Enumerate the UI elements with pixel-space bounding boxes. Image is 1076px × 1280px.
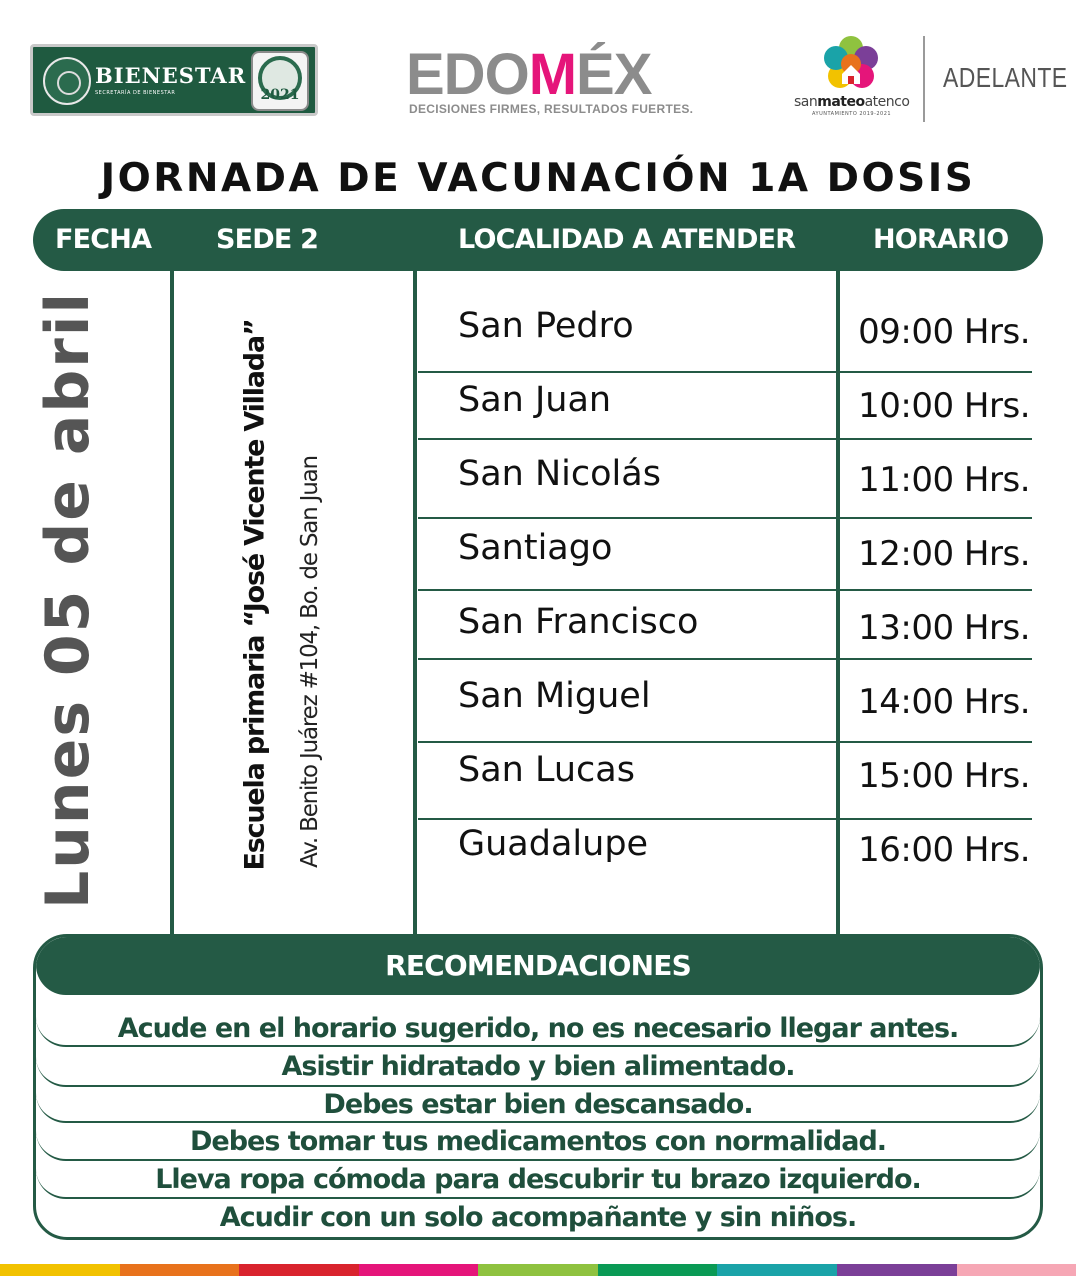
municipality-name-bold: mateo <box>817 94 865 110</box>
row-divider <box>418 818 1032 820</box>
stripe-segment <box>239 1264 359 1276</box>
stripe-segment <box>359 1264 479 1276</box>
recommendation-item: Asistir hidratado y bien alimentado. <box>281 1051 795 1082</box>
stripe-segment <box>0 1264 120 1276</box>
row-divider <box>418 589 1032 591</box>
badge-year: 2021 <box>260 87 300 103</box>
venue-address: Av. Benito Juárez #104, Bo. de San Juan <box>297 456 323 868</box>
bienestar-subtitle: SECRETARÍA DE BIENESTAR <box>95 90 176 96</box>
recommendations-box <box>33 934 1043 1240</box>
recommendation-item: Lleva ropa cómoda para descubrir tu brazo izquierdo. <box>155 1164 921 1195</box>
stripe-segment <box>717 1264 837 1276</box>
row-localidad: San Francisco <box>458 602 699 642</box>
edomex-tagline: DECISIONES FIRMES, RESULTADOS FUERTES. <box>409 102 694 116</box>
recommendations-title: RECOMENDACIONES <box>36 937 1040 995</box>
municipality-name-post: atenco <box>864 94 910 110</box>
color-stripe <box>0 1264 1076 1276</box>
row-horario: 16:00 Hrs. <box>858 830 1030 870</box>
bienestar-name: BIENESTAR <box>95 63 247 88</box>
stripe-segment <box>478 1264 598 1276</box>
header-localidad: LOCALIDAD A ATENDER <box>458 224 796 255</box>
header-sede: SEDE 2 <box>216 224 319 255</box>
municipality-name-pre: san <box>794 94 818 110</box>
recommendation-item: Debes estar bien descansado. <box>323 1089 753 1120</box>
row-localidad: San Miguel <box>458 676 651 716</box>
row-localidad: San Juan <box>458 380 612 420</box>
recommendation-item: Acudir con un solo acompañante y sin niños. <box>219 1202 857 1233</box>
header-fecha: FECHA <box>55 224 152 255</box>
row-horario: 11:00 Hrs. <box>858 460 1030 500</box>
table-header <box>33 209 1043 271</box>
coat-of-arms-icon <box>43 57 91 105</box>
row-divider <box>418 438 1032 440</box>
recommendation-item: Debes tomar tus medicamentos con normalidad. <box>189 1126 887 1157</box>
header-horario: HORARIO <box>873 224 1009 255</box>
ayuntamiento-label: AYUNTAMIENTO 2019-2021 <box>812 111 892 117</box>
row-horario: 10:00 Hrs. <box>858 386 1030 426</box>
bienestar-logo <box>30 44 318 116</box>
edomex-word-m: M <box>528 42 577 107</box>
edomex-logo <box>400 38 730 122</box>
stripe-segment <box>598 1264 718 1276</box>
vaccination-date: Lunes 05 de abril <box>33 290 103 910</box>
stripe-segment <box>957 1264 1076 1276</box>
row-horario: 09:00 Hrs. <box>858 312 1030 352</box>
row-divider <box>418 371 1032 373</box>
flower-house-icon <box>820 34 882 94</box>
row-localidad: San Lucas <box>458 750 635 790</box>
row-divider <box>418 741 1032 743</box>
venue-school: Escuela primaria “José Vicente Villada” <box>239 319 271 871</box>
column-divider-fecha <box>170 271 174 934</box>
row-divider <box>418 517 1032 519</box>
edomex-word-b: ÉX <box>576 42 652 107</box>
stripe-segment <box>120 1264 240 1276</box>
row-horario: 15:00 Hrs. <box>858 756 1030 796</box>
anniversary-badge <box>251 51 309 111</box>
slogan: ADELANTE <box>943 62 1068 93</box>
stripe-segment <box>837 1264 957 1276</box>
recommendation-item: Acude en el horario sugerido, no es necesario llegar antes. <box>117 1013 959 1044</box>
row-horario: 12:00 Hrs. <box>858 534 1030 574</box>
row-horario: 13:00 Hrs. <box>858 608 1030 648</box>
row-localidad: San Pedro <box>458 306 634 346</box>
page-title: JORNADA DE VACUNACIÓN 1A DOSIS <box>100 156 976 201</box>
column-divider-sede <box>413 271 417 934</box>
row-divider <box>418 658 1032 660</box>
edomex-word-a: EDO <box>406 42 529 107</box>
logo-divider <box>923 36 925 122</box>
row-localidad: Santiago <box>458 528 613 568</box>
edomex-wordmark <box>406 44 651 106</box>
row-localidad: Guadalupe <box>458 824 649 864</box>
san-mateo-atenco-logo <box>790 30 1068 126</box>
municipality-name <box>794 94 909 110</box>
row-horario: 14:00 Hrs. <box>858 682 1030 722</box>
row-localidad: San Nicolás <box>458 454 661 494</box>
